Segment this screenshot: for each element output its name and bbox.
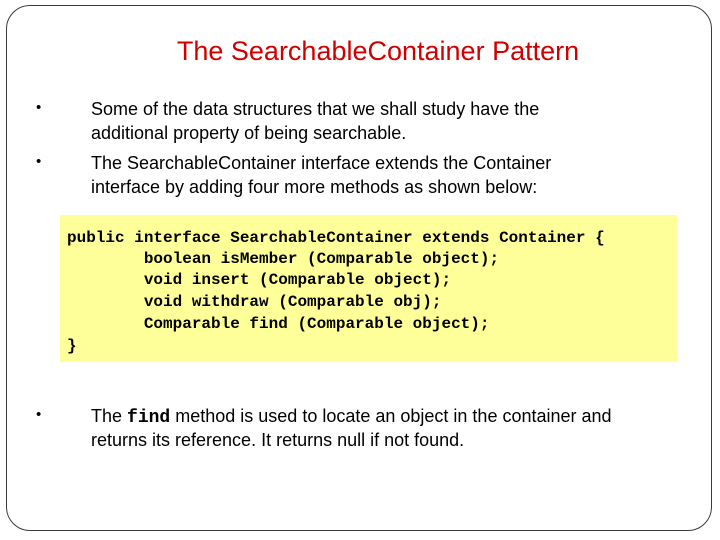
code-line: void insert (Comparable object); [67, 271, 452, 289]
text-segment: method is used to locate an object in the container and [170, 406, 612, 426]
bullet-text-line: The SearchableContainer interface extends the Container [91, 153, 552, 173]
code-line: } [67, 337, 77, 355]
code-line: Comparable find (Comparable object); [67, 315, 490, 333]
bullet-text-line: Some of the data structures that we shall study have the [91, 99, 540, 119]
code-block [60, 215, 677, 362]
bullet-text-line [91, 404, 612, 430]
bullet-text-line: interface by adding four more methods as shown below: [91, 177, 538, 197]
code-line: boolean isMember (Comparable object); [67, 250, 500, 268]
bullet-text-line: additional property of being searchable. [91, 123, 407, 143]
code-line: public interface SearchableContainer extends Container { [67, 229, 605, 247]
bullet-text-line: returns its reference. It returns null if not found. [91, 430, 465, 450]
bullet-marker: • [36, 99, 42, 116]
bullet-marker: • [36, 153, 42, 170]
bullet-marker: • [36, 406, 42, 423]
inline-code-find: find [127, 408, 171, 428]
code-line: void withdraw (Comparable obj); [67, 293, 442, 311]
text-segment: The [91, 406, 128, 426]
slide-title: The SearchableContainer Pattern [176, 36, 580, 66]
